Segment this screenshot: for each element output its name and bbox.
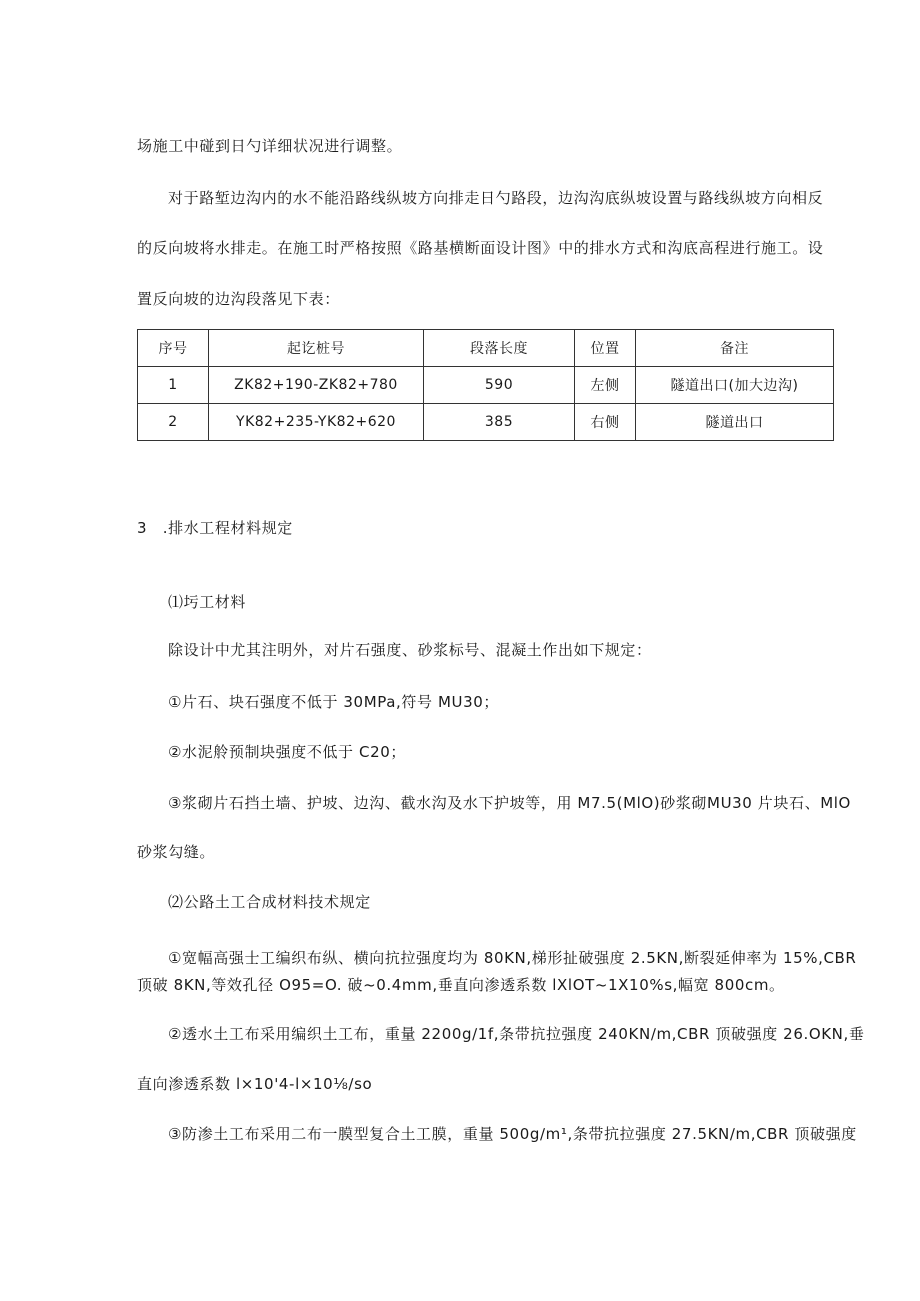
cell-serial: 2 bbox=[138, 404, 209, 441]
cell-stake-range: ZK82+190-ZK82+780 bbox=[209, 367, 424, 404]
header-stake-range: 起讫桩号 bbox=[209, 330, 424, 367]
subsection-heading: ⑴圬工材料 bbox=[168, 593, 247, 611]
paragraph-line: 砂浆勾缝。 bbox=[137, 843, 216, 861]
subsection-heading: ⑵公路土工合成材料技术规定 bbox=[168, 893, 371, 911]
paragraph-line: 顶破 8KN,等效孔径 O95=O. 破~0.4mm,垂直向渗透系数 lXlOT~1X10%s,幅宽 800cm。 bbox=[137, 976, 785, 994]
cell-position: 左侧 bbox=[575, 367, 636, 404]
table-row bbox=[138, 367, 834, 404]
paragraph-line: 对于路堑边沟内的水不能沿路线纵坡方向排走日勺路段，边沟沟底纵坡设置与路线纵坡方向相反 bbox=[168, 189, 824, 207]
cell-position: 右侧 bbox=[575, 404, 636, 441]
ditch-sections-table bbox=[137, 329, 834, 441]
list-item: ③浆砌片石挡土墙、护坡、边沟、截水沟及水下护坡等，用 M7.5(MlO)砂浆砌MU30 片块石、MlO bbox=[168, 794, 851, 812]
paragraph-line: 场施工中碰到日勺详细状况进行调整。 bbox=[137, 137, 403, 155]
table-header-row bbox=[138, 330, 834, 367]
header-position: 位置 bbox=[575, 330, 636, 367]
cell-remarks: 隧道出口 bbox=[636, 404, 834, 441]
header-section-length: 段落长度 bbox=[424, 330, 575, 367]
paragraph-line: 除设计中尤其注明外，对片石强度、砂浆标号、混凝土作出如下规定： bbox=[168, 641, 652, 659]
section-heading: 3 .排水工程材料规定 bbox=[137, 519, 293, 537]
list-item: ①片石、块石强度不低于 30MPa,符号 MU30； bbox=[168, 693, 499, 711]
paragraph-line: 直向渗透系数 l×10'4-l×10⅛∕so bbox=[137, 1075, 373, 1093]
paragraph-line: 置反向坡的边沟段落见下表： bbox=[137, 290, 340, 308]
cell-stake-range: YK82+235-YK82+620 bbox=[209, 404, 424, 441]
paragraph-line: 的反向坡将水排走。在施工时严格按照《路基横断面设计图》中的排水方式和沟底高程进行施工。设 bbox=[137, 239, 824, 257]
cell-remarks: 隧道出口(加大边沟) bbox=[636, 367, 834, 404]
cell-serial: 1 bbox=[138, 367, 209, 404]
list-item: ②水泥舲预制块强度不低于 C20； bbox=[168, 743, 406, 761]
table-row bbox=[138, 404, 834, 441]
header-remarks: 备注 bbox=[636, 330, 834, 367]
header-serial-number: 序号 bbox=[138, 330, 209, 367]
cell-length: 590 bbox=[424, 367, 575, 404]
cell-length: 385 bbox=[424, 404, 575, 441]
list-item: ②透水土工布采用编织土工布，重量 2200g∕1f,条带抗拉强度 240KN∕m,CBR 顶破强度 26.OKN,垂 bbox=[168, 1025, 865, 1043]
list-item: ①宽幅高强士工编织布纵、横向抗拉强度均为 80KN,梯形扯破强度 2.5KN,断裂延伸率为 15%,CBR bbox=[168, 949, 857, 967]
list-item: ③防渗土工布采用二布一膜型复合土工膜，重量 500g∕m¹,条带抗拉强度 27.5KN∕m,CBR 顶破强度 bbox=[168, 1125, 857, 1143]
